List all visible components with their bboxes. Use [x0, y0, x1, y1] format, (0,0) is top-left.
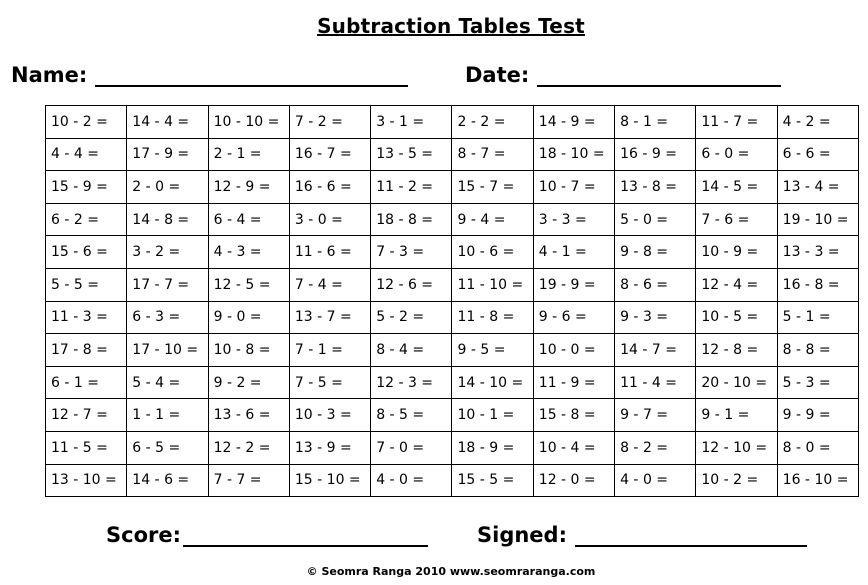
- problem-cell: 7 - 0 =: [371, 431, 452, 464]
- problem-cell: 5 - 2 =: [371, 301, 452, 334]
- problem-cell: 10 - 1 =: [452, 399, 533, 432]
- date-field: [465, 63, 781, 87]
- problem-cell: 9 - 2 =: [208, 366, 289, 399]
- problem-cell: 11 - 10 =: [452, 268, 533, 301]
- problem-cell: 3 - 2 =: [127, 236, 208, 269]
- problem-cell: 13 - 7 =: [289, 301, 370, 334]
- grid-row: [46, 334, 859, 367]
- problem-cell: 19 - 9 =: [533, 268, 614, 301]
- problem-cell: 8 - 4 =: [371, 334, 452, 367]
- problem-cell: 7 - 1 =: [289, 334, 370, 367]
- problem-cell: 14 - 9 =: [533, 106, 614, 139]
- problem-cell: 6 - 2 =: [46, 203, 127, 236]
- problem-cell: 7 - 6 =: [696, 203, 777, 236]
- problem-cell: 11 - 5 =: [46, 431, 127, 464]
- problem-cell: 14 - 4 =: [127, 106, 208, 139]
- problem-cell: 13 - 9 =: [289, 431, 370, 464]
- grid-row: [46, 431, 859, 464]
- problem-cell: 3 - 0 =: [289, 203, 370, 236]
- problem-cell: 18 - 9 =: [452, 431, 533, 464]
- problem-cell: 9 - 4 =: [452, 203, 533, 236]
- problem-cell: 8 - 6 =: [615, 268, 696, 301]
- grid-row: [46, 171, 859, 204]
- problem-cell: 16 - 8 =: [777, 268, 858, 301]
- date-line: [537, 63, 781, 87]
- problem-cell: 10 - 3 =: [289, 399, 370, 432]
- problem-cell: 16 - 10 =: [777, 464, 858, 497]
- score-line: [183, 523, 428, 547]
- problem-cell: 10 - 9 =: [696, 236, 777, 269]
- problem-cell: 5 - 5 =: [46, 268, 127, 301]
- problem-cell: 16 - 6 =: [289, 171, 370, 204]
- problem-cell: 2 - 0 =: [127, 171, 208, 204]
- problem-cell: 9 - 7 =: [615, 399, 696, 432]
- problem-cell: 5 - 3 =: [777, 366, 858, 399]
- signed-field: [477, 523, 807, 547]
- problem-cell: 2 - 1 =: [208, 138, 289, 171]
- problem-cell: 20 - 10 =: [696, 366, 777, 399]
- problem-cell: 18 - 8 =: [371, 203, 452, 236]
- grid-row: [46, 138, 859, 171]
- problem-cell: 12 - 6 =: [371, 268, 452, 301]
- problem-cell: 8 - 2 =: [615, 431, 696, 464]
- problem-cell: 17 - 9 =: [127, 138, 208, 171]
- problem-cell: 17 - 7 =: [127, 268, 208, 301]
- problem-cell: 1 - 1 =: [127, 399, 208, 432]
- problem-cell: 14 - 5 =: [696, 171, 777, 204]
- problem-cell: 13 - 8 =: [615, 171, 696, 204]
- problem-cell: 9 - 5 =: [452, 334, 533, 367]
- problem-cell: 13 - 6 =: [208, 399, 289, 432]
- problem-cell: 19 - 10 =: [777, 203, 858, 236]
- name-line: [95, 63, 408, 87]
- score-label: Score:: [106, 523, 181, 547]
- problem-cell: 16 - 9 =: [615, 138, 696, 171]
- copyright-footer: © Seomra Ranga 2010 www.seomraranga.com: [306, 565, 596, 578]
- problem-cell: 12 - 5 =: [208, 268, 289, 301]
- grid-row: [46, 203, 859, 236]
- problem-cell: 4 - 3 =: [208, 236, 289, 269]
- worksheet-title: Subtraction Tables Test: [317, 14, 585, 38]
- problem-cell: 4 - 2 =: [777, 106, 858, 139]
- problem-cell: 10 - 4 =: [533, 431, 614, 464]
- problem-cell: 14 - 10 =: [452, 366, 533, 399]
- problem-cell: 8 - 5 =: [371, 399, 452, 432]
- problem-cell: 9 - 8 =: [615, 236, 696, 269]
- problem-cell: 7 - 4 =: [289, 268, 370, 301]
- grid-row: [46, 464, 859, 497]
- problem-cell: 14 - 6 =: [127, 464, 208, 497]
- problem-cell: 14 - 8 =: [127, 203, 208, 236]
- problem-cell: 8 - 0 =: [777, 431, 858, 464]
- problem-cell: 4 - 1 =: [533, 236, 614, 269]
- problem-cell: 12 - 4 =: [696, 268, 777, 301]
- problem-cell: 12 - 8 =: [696, 334, 777, 367]
- problem-cell: 15 - 6 =: [46, 236, 127, 269]
- problem-cell: 11 - 4 =: [615, 366, 696, 399]
- grid-row: [46, 268, 859, 301]
- problem-cell: 11 - 9 =: [533, 366, 614, 399]
- problem-cell: 15 - 7 =: [452, 171, 533, 204]
- date-label: Date:: [465, 63, 530, 87]
- problem-cell: 10 - 5 =: [696, 301, 777, 334]
- problem-cell: 3 - 1 =: [371, 106, 452, 139]
- problem-cell: 9 - 0 =: [208, 301, 289, 334]
- problem-cell: 14 - 7 =: [615, 334, 696, 367]
- signed-label: Signed:: [477, 523, 567, 547]
- subtraction-grid: [45, 105, 859, 497]
- problem-cell: 17 - 10 =: [127, 334, 208, 367]
- problem-cell: 17 - 8 =: [46, 334, 127, 367]
- problem-cell: 3 - 3 =: [533, 203, 614, 236]
- problem-cell: 9 - 6 =: [533, 301, 614, 334]
- problem-cell: 5 - 0 =: [615, 203, 696, 236]
- problem-cell: 7 - 5 =: [289, 366, 370, 399]
- problem-cell: 5 - 4 =: [127, 366, 208, 399]
- problem-cell: 13 - 4 =: [777, 171, 858, 204]
- problem-cell: 9 - 1 =: [696, 399, 777, 432]
- problem-cell: 16 - 7 =: [289, 138, 370, 171]
- problem-cell: 10 - 6 =: [452, 236, 533, 269]
- problem-cell: 4 - 0 =: [615, 464, 696, 497]
- problem-cell: 13 - 10 =: [46, 464, 127, 497]
- problem-cell: 8 - 1 =: [615, 106, 696, 139]
- problem-cell: 15 - 8 =: [533, 399, 614, 432]
- problem-cell: 11 - 7 =: [696, 106, 777, 139]
- problem-cell: 4 - 0 =: [371, 464, 452, 497]
- problem-cell: 12 - 9 =: [208, 171, 289, 204]
- problem-cell: 10 - 2 =: [696, 464, 777, 497]
- problem-cell: 15 - 10 =: [289, 464, 370, 497]
- grid-row: [46, 106, 859, 139]
- problem-cell: 12 - 10 =: [696, 431, 777, 464]
- problem-cell: 10 - 7 =: [533, 171, 614, 204]
- problem-cell: 15 - 5 =: [452, 464, 533, 497]
- problem-cell: 13 - 5 =: [371, 138, 452, 171]
- problem-cell: 11 - 2 =: [371, 171, 452, 204]
- problem-cell: 12 - 3 =: [371, 366, 452, 399]
- problem-cell: 10 - 0 =: [533, 334, 614, 367]
- grid-row: [46, 301, 859, 334]
- problem-cell: 7 - 7 =: [208, 464, 289, 497]
- problem-cell: 6 - 1 =: [46, 366, 127, 399]
- problem-cell: 15 - 9 =: [46, 171, 127, 204]
- problem-cell: 13 - 3 =: [777, 236, 858, 269]
- problem-cell: 10 - 2 =: [46, 106, 127, 139]
- problem-cell: 12 - 0 =: [533, 464, 614, 497]
- problem-cell: 18 - 10 =: [533, 138, 614, 171]
- grid-row: [46, 399, 859, 432]
- problem-cell: 11 - 8 =: [452, 301, 533, 334]
- grid-row: [46, 236, 859, 269]
- problem-cell: 11 - 6 =: [289, 236, 370, 269]
- problem-cell: 6 - 0 =: [696, 138, 777, 171]
- problem-cell: 10 - 8 =: [208, 334, 289, 367]
- problem-cell: 8 - 7 =: [452, 138, 533, 171]
- score-field: [106, 523, 428, 547]
- name-field: [11, 63, 408, 87]
- signed-line: [575, 523, 807, 547]
- problem-cell: 10 - 10 =: [208, 106, 289, 139]
- problem-cell: 9 - 9 =: [777, 399, 858, 432]
- problem-cell: 9 - 3 =: [615, 301, 696, 334]
- problem-cell: 12 - 7 =: [46, 399, 127, 432]
- problem-cell: 11 - 3 =: [46, 301, 127, 334]
- problem-cell: 2 - 2 =: [452, 106, 533, 139]
- problem-cell: 4 - 4 =: [46, 138, 127, 171]
- name-label: Name:: [11, 63, 88, 87]
- problem-cell: 6 - 6 =: [777, 138, 858, 171]
- grid-body: [46, 106, 859, 497]
- problem-cell: 7 - 2 =: [289, 106, 370, 139]
- problem-cell: 8 - 8 =: [777, 334, 858, 367]
- grid-row: [46, 366, 859, 399]
- problem-cell: 6 - 4 =: [208, 203, 289, 236]
- problem-cell: 6 - 3 =: [127, 301, 208, 334]
- problem-cell: 6 - 5 =: [127, 431, 208, 464]
- problem-cell: 7 - 3 =: [371, 236, 452, 269]
- problem-cell: 12 - 2 =: [208, 431, 289, 464]
- problem-cell: 5 - 1 =: [777, 301, 858, 334]
